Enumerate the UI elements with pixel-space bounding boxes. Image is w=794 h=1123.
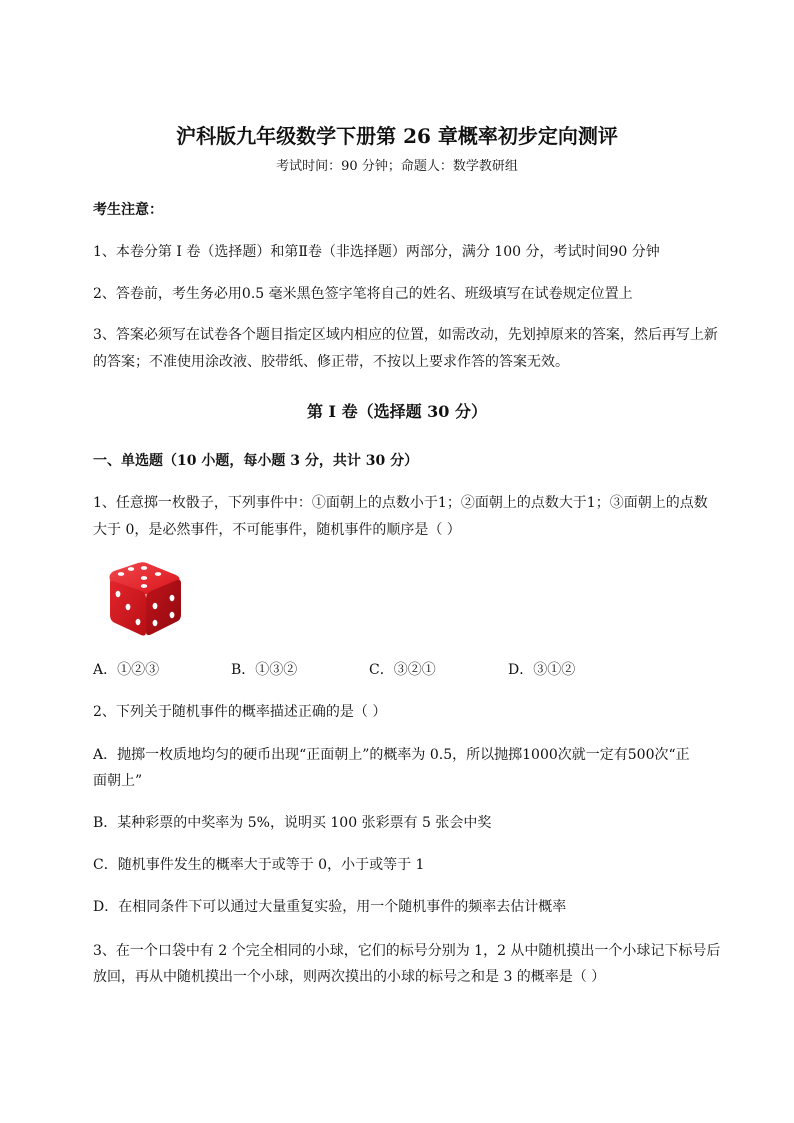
question-2-option-a-line-1: A．抛掷一枚质地均匀的硬币出现“正面朝上”的概率为 0.5，所以抛掷1000次就一定有500次“正	[93, 747, 690, 763]
dice-image	[104, 560, 184, 638]
question-1-options	[93, 660, 713, 680]
question-2-option-d: D．在相同条件下可以通过大量重复实验，用一个随机事件的频率去估计概率	[93, 899, 567, 915]
question-2-stem: 2、下列关于随机事件的概率描述正确的是（ ）	[93, 704, 387, 720]
question-2-option-c: C．随机事件发生的概率大于或等于 0，小于或等于 1	[93, 857, 425, 873]
option-d: D．③①②	[508, 662, 576, 678]
option-a: A．①②③	[93, 662, 160, 678]
notice-item-3: 3、答案必须写在试卷各个题目指定区域内相应的位置，如需改动，先划掉原来的答案，然后再写上新	[93, 327, 718, 343]
exam-info: 考试时间：90 分钟；命题人：数学教研组	[276, 159, 518, 174]
question-3-line-2: 放回，再从中随机摸出一个小球，则两次摸出的小球的标号之和是 3 的概率是（ ）	[93, 969, 606, 985]
option-b: B．①③②	[231, 662, 298, 678]
notice-item-2: 2、答卷前，考生务必用0.5 毫米黑色签字笔将自己的姓名、班级填写在试卷规定位置上	[93, 286, 633, 302]
question-1-line-2: 大于 0，是必然事件，不可能事件，随机事件的顺序是（ ）	[93, 522, 461, 538]
section-title: 第 I 卷（选择题 30 分）	[306, 402, 488, 421]
question-2-option-b: B．某种彩票的中奖率为 5%，说明买 100 张彩票有 5 张会中奖	[93, 815, 492, 831]
option-c: C．③②①	[369, 662, 436, 678]
question-1-line-1: 1、任意掷一枚骰子，下列事件中：①面朝上的点数小于1；②面朝上的点数大于1；③面朝上的点数	[93, 495, 708, 511]
question-3-line-1: 3、在一个口袋中有 2 个完全相同的小球，它们的标号分别为 1，2 从中随机摸出一个小球记下标号后	[93, 943, 721, 959]
notice-heading: 考生注意：	[93, 202, 163, 218]
notice-item-1: 1、本卷分第 I 卷（选择题）和第Ⅱ卷（非选择题）两部分，满分 100 分，考试时间90 分钟	[93, 244, 660, 260]
page-title: 沪科版九年级数学下册第 26 章概率初步定向测评	[176, 124, 618, 148]
part-heading: 一、单选题（10 小题，每小题 3 分，共计 30 分）	[93, 453, 419, 469]
notice-item-3-cont: 的答案；不准使用涂改液、胶带纸、修正带，不按以上要求作答的答案无效。	[93, 354, 569, 370]
question-2-option-a-line-2: 面朝上”	[93, 773, 143, 789]
